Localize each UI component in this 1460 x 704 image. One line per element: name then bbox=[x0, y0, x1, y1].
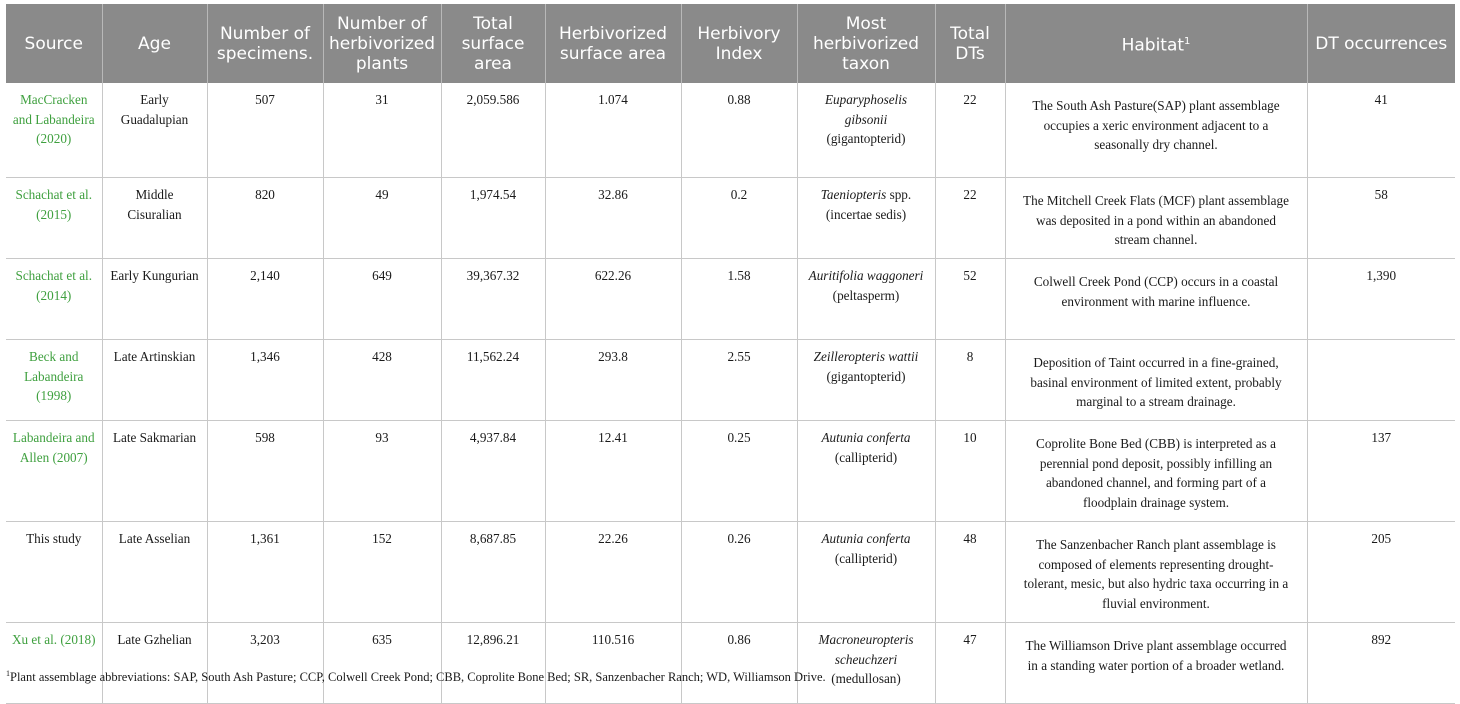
header-row bbox=[6, 4, 1455, 83]
herbivorized-plants-cell: 635 bbox=[323, 623, 441, 704]
source-link[interactable]: Labandeira and Allen (2007) bbox=[6, 421, 102, 522]
source-link[interactable]: MacCracken and Labandeira (2020) bbox=[6, 83, 102, 178]
header-herbivorized-surface-area: Herbivorized surface area bbox=[545, 4, 681, 83]
herbivory-index-cell: 1.58 bbox=[681, 259, 797, 340]
taxon-name: Euparyphoselis gibsonii bbox=[824, 92, 908, 127]
herbivorized-area-cell: 22.26 bbox=[545, 522, 681, 623]
table-footnote bbox=[6, 669, 826, 685]
taxon-name: Zeilleropteris wattii bbox=[813, 349, 919, 364]
table-row bbox=[6, 522, 1455, 623]
source-link[interactable]: Schachat et al. (2014) bbox=[6, 259, 102, 340]
header-dt-occurrences: DT occurrences bbox=[1307, 4, 1455, 83]
total-dts-cell: 10 bbox=[935, 421, 1005, 522]
dt-occurrences-cell: 41 bbox=[1307, 83, 1455, 178]
taxon-cell bbox=[797, 340, 935, 421]
herbivorized-area-cell: 32.86 bbox=[545, 178, 681, 259]
table-row bbox=[6, 83, 1455, 178]
taxon-cell bbox=[797, 259, 935, 340]
age-cell: Late Artinskian bbox=[102, 340, 207, 421]
total-area-cell: 12,896.21 bbox=[441, 623, 545, 704]
herbivory-index-cell: 2.55 bbox=[681, 340, 797, 421]
taxon-group: (gigantopterid) bbox=[826, 368, 906, 384]
dt-occurrences-cell: 58 bbox=[1307, 178, 1455, 259]
specimens-cell: 1,361 bbox=[207, 522, 323, 623]
source-link[interactable]: Beck and Labandeira (1998) bbox=[6, 340, 102, 421]
header-source: Source bbox=[6, 4, 102, 83]
dt-occurrences-cell: 1,390 bbox=[1307, 259, 1455, 340]
habitat-cell: Coprolite Bone Bed (CBB) is interpreted as a perennial pond deposit, possibly infilling an abandoned channel, and forming part of a floodplain drainage system. bbox=[1005, 421, 1307, 522]
dt-occurrences-cell bbox=[1307, 340, 1455, 421]
header-habitat bbox=[1005, 4, 1307, 83]
herbivorized-area-cell: 1.074 bbox=[545, 83, 681, 178]
age-cell: Late Sakmarian bbox=[102, 421, 207, 522]
total-dts-cell: 22 bbox=[935, 83, 1005, 178]
herbivorized-area-cell: 293.8 bbox=[545, 340, 681, 421]
header-most-herbivorized-taxon: Most herbivorized taxon bbox=[797, 4, 935, 83]
herbivory-index-cell: 0.26 bbox=[681, 522, 797, 623]
specimens-cell: 1,346 bbox=[207, 340, 323, 421]
herbivory-table bbox=[6, 4, 1455, 704]
total-dts-cell: 8 bbox=[935, 340, 1005, 421]
table-row bbox=[6, 421, 1455, 522]
total-area-cell: 1,974.54 bbox=[441, 178, 545, 259]
specimens-cell: 598 bbox=[207, 421, 323, 522]
total-area-cell: 2,059.586 bbox=[441, 83, 545, 178]
specimens-cell: 2,140 bbox=[207, 259, 323, 340]
habitat-cell: The Williamson Drive plant assemblage occurred in a standing water portion of a broader wetland. bbox=[1005, 623, 1307, 704]
taxon-group: (peltasperm) bbox=[832, 287, 900, 303]
taxon-cell bbox=[797, 623, 935, 704]
habitat-cell: The Mitchell Creek Flats (MCF) plant assemblage was deposited in a pond within an abandoned stream channel. bbox=[1005, 178, 1307, 259]
total-dts-cell: 22 bbox=[935, 178, 1005, 259]
table-row bbox=[6, 259, 1455, 340]
specimens-cell: 820 bbox=[207, 178, 323, 259]
taxon-group: (callipterid) bbox=[834, 550, 898, 566]
dt-occurrences-cell: 205 bbox=[1307, 522, 1455, 623]
total-dts-cell: 52 bbox=[935, 259, 1005, 340]
taxon-group: (callipterid) bbox=[834, 449, 898, 465]
age-cell: Late Gzhelian bbox=[102, 623, 207, 704]
herbivory-index-cell: 0.88 bbox=[681, 83, 797, 178]
header-num-herbivorized-plants: Number of herbivorized plants bbox=[323, 4, 441, 83]
table-row bbox=[6, 340, 1455, 421]
herbivorized-plants-cell: 31 bbox=[323, 83, 441, 178]
herbivorized-plants-cell: 649 bbox=[323, 259, 441, 340]
header-habitat-label: Habitat bbox=[1121, 35, 1185, 56]
specimens-cell: 507 bbox=[207, 83, 323, 178]
total-area-cell: 39,367.32 bbox=[441, 259, 545, 340]
age-cell: Late Asselian bbox=[102, 522, 207, 623]
footnote-text: Plant assemblage abbreviations: SAP, South Ash Pasture; CCP, Colwell Creek Pond; CBB, Coprolite Bone Bed; SR, Sanzenbacher Ranch; WD, Williamson Drive. bbox=[10, 670, 826, 685]
taxon-name: Macroneuropteris scheuchzeri bbox=[818, 632, 914, 667]
herbivorized-area-cell: 622.26 bbox=[545, 259, 681, 340]
table-row bbox=[6, 178, 1455, 259]
herbivory-index-cell: 0.2 bbox=[681, 178, 797, 259]
habitat-cell: Colwell Creek Pond (CCP) occurs in a coastal environment with marine influence. bbox=[1005, 259, 1307, 340]
total-dts-cell: 47 bbox=[935, 623, 1005, 704]
table-row bbox=[6, 623, 1455, 704]
specimens-cell: 3,203 bbox=[207, 623, 323, 704]
herbivorized-area-cell: 110.516 bbox=[545, 623, 681, 704]
herbivorized-plants-cell: 152 bbox=[323, 522, 441, 623]
header-herbivory-index: Herbivory Index bbox=[681, 4, 797, 83]
dt-occurrences-cell: 137 bbox=[1307, 421, 1455, 522]
taxon-group: spp. (incertae sedis) bbox=[825, 187, 912, 222]
herbivory-index-cell: 0.25 bbox=[681, 421, 797, 522]
age-cell: Middle Cisuralian bbox=[102, 178, 207, 259]
herbivorized-plants-cell: 49 bbox=[323, 178, 441, 259]
herbivorized-plants-cell: 93 bbox=[323, 421, 441, 522]
taxon-cell bbox=[797, 83, 935, 178]
habitat-cell: The South Ash Pasture(SAP) plant assemblage occupies a xeric environment adjacent to a seasonally dry channel. bbox=[1005, 83, 1307, 178]
footnote-marker: 1 bbox=[6, 669, 10, 678]
taxon-cell bbox=[797, 178, 935, 259]
total-area-cell: 11,562.24 bbox=[441, 340, 545, 421]
age-cell: Early Guadalupian bbox=[102, 83, 207, 178]
taxon-group: (medullosan) bbox=[831, 671, 901, 686]
total-area-cell: 8,687.85 bbox=[441, 522, 545, 623]
age-cell: Early Kungurian bbox=[102, 259, 207, 340]
header-age: Age bbox=[102, 4, 207, 83]
habitat-cell: Deposition of Taint occurred in a fine-grained, basinal environment of limited extent, probably marginal to a stream drainage. bbox=[1005, 340, 1307, 421]
header-total-dts: Total DTs bbox=[935, 4, 1005, 83]
taxon-name: Auritifolia waggoneri bbox=[808, 268, 924, 283]
source-link[interactable]: Schachat et al. (2015) bbox=[6, 178, 102, 259]
taxon-cell bbox=[797, 522, 935, 623]
total-area-cell: 4,937.84 bbox=[441, 421, 545, 522]
herbivorized-area-cell: 12.41 bbox=[545, 421, 681, 522]
header-num-specimens: Number of specimens. bbox=[207, 4, 323, 83]
taxon-name: Autunia conferta bbox=[821, 430, 911, 445]
habitat-cell: The Sanzenbacher Ranch plant assemblage is composed of elements representing drought-tolerant, mesic, but also hydric taxa occurring in a fluvial environment. bbox=[1005, 522, 1307, 623]
header-habitat-footnote-marker: 1 bbox=[1184, 35, 1191, 47]
source-cell: This study bbox=[6, 522, 102, 623]
herbivorized-plants-cell: 428 bbox=[323, 340, 441, 421]
source-link[interactable]: Xu et al. (2018) bbox=[6, 623, 102, 704]
taxon-group: (gigantopterid) bbox=[826, 131, 906, 146]
header-total-surface-area: Total surface area bbox=[441, 4, 545, 83]
taxon-name: Taeniopteris bbox=[820, 187, 887, 202]
taxon-name: Autunia conferta bbox=[821, 531, 911, 546]
total-dts-cell: 48 bbox=[935, 522, 1005, 623]
dt-occurrences-cell: 892 bbox=[1307, 623, 1455, 704]
taxon-cell bbox=[797, 421, 935, 522]
herbivory-index-cell: 0.86 bbox=[681, 623, 797, 704]
